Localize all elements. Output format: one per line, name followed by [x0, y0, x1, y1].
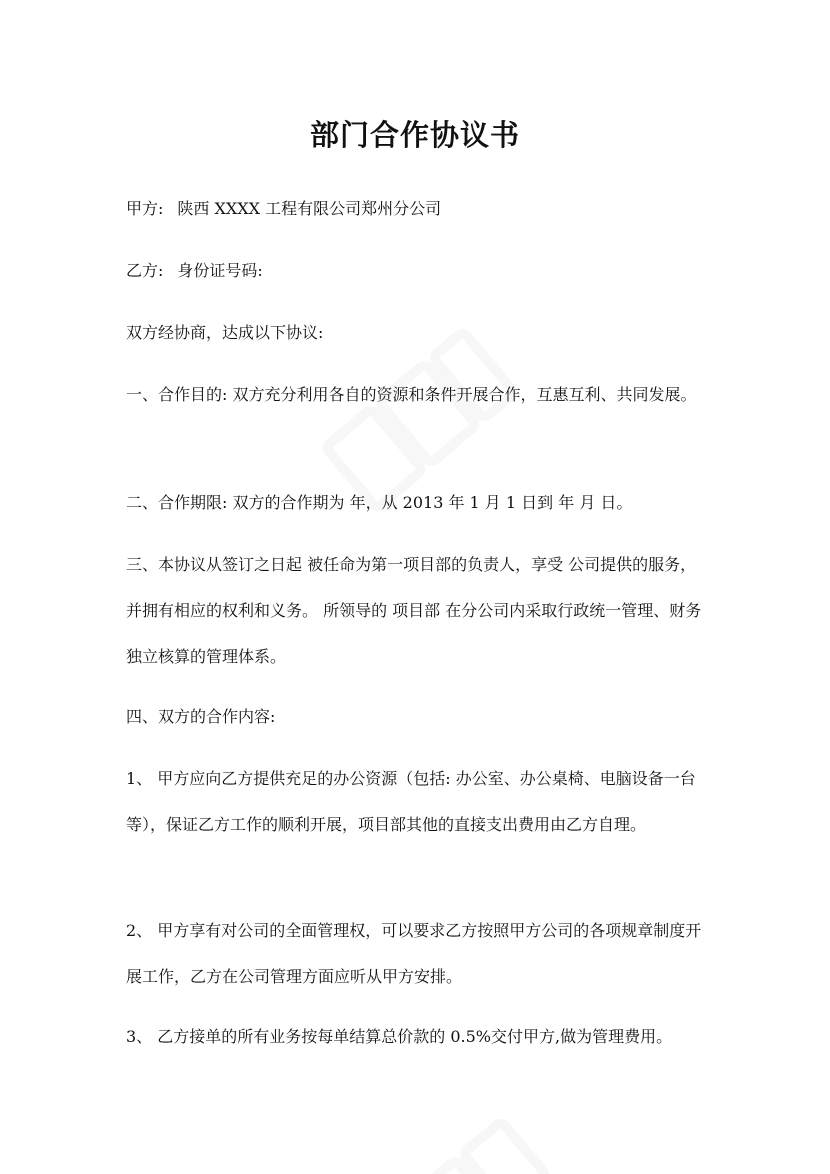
list-item-3: 3、 乙方接单的所有业务按每单结算总价款的 0.5%交付甲方,做为管理费用。: [126, 1027, 673, 1046]
list-item-1: 1、 甲方应向乙方提供充足的办公资源（包括: 办公室、办公桌椅、电脑设备一台等），保证乙方工作的顺利开展，项目部其他的直接支出费用由乙方自理。: [126, 769, 696, 834]
clause-purpose: 一、合作目的: 双方充分利用各自的资源和条件开展合作，互惠互利、共同发展。: [126, 385, 697, 404]
party-a-value: 陕西 XXXX 工程有限公司郑州分公司: [177, 199, 442, 218]
party-a-line: [126, 186, 711, 232]
party-b-line: [126, 248, 711, 294]
watermark-graphic-bottom: [400, 1080, 580, 1174]
party-b-label: 乙方:: [126, 261, 164, 280]
clause-appointment: 三、本协议从签订之日起 被任命为第一项目部的负责人，享受 公司提供的服务，并拥有相应的权利和义务。 所领导的 项目部 在分公司内采取行政统一管理、财务独立核算的管理体系。: [126, 555, 702, 666]
intro-text: 双方经协商，达成以下协议:: [126, 323, 324, 342]
clause-term: 二、合作期限: 双方的合作期为 年，从 2013 年 1 月 1 日到 年 月 日。: [126, 493, 633, 512]
document-title: 部门合作协议书: [309, 118, 520, 152]
party-a-label: 甲方:: [126, 199, 164, 218]
clause-content-heading: 四、双方的合作内容:: [126, 707, 276, 726]
party-b-value: 身份证号码:: [177, 261, 263, 280]
list-item-2: 2、 甲方享有对公司的全面管理权，可以要求乙方按照甲方公司的各项规章制度开展工作，乙方在公司管理方面应听从甲方安排。: [126, 921, 702, 986]
